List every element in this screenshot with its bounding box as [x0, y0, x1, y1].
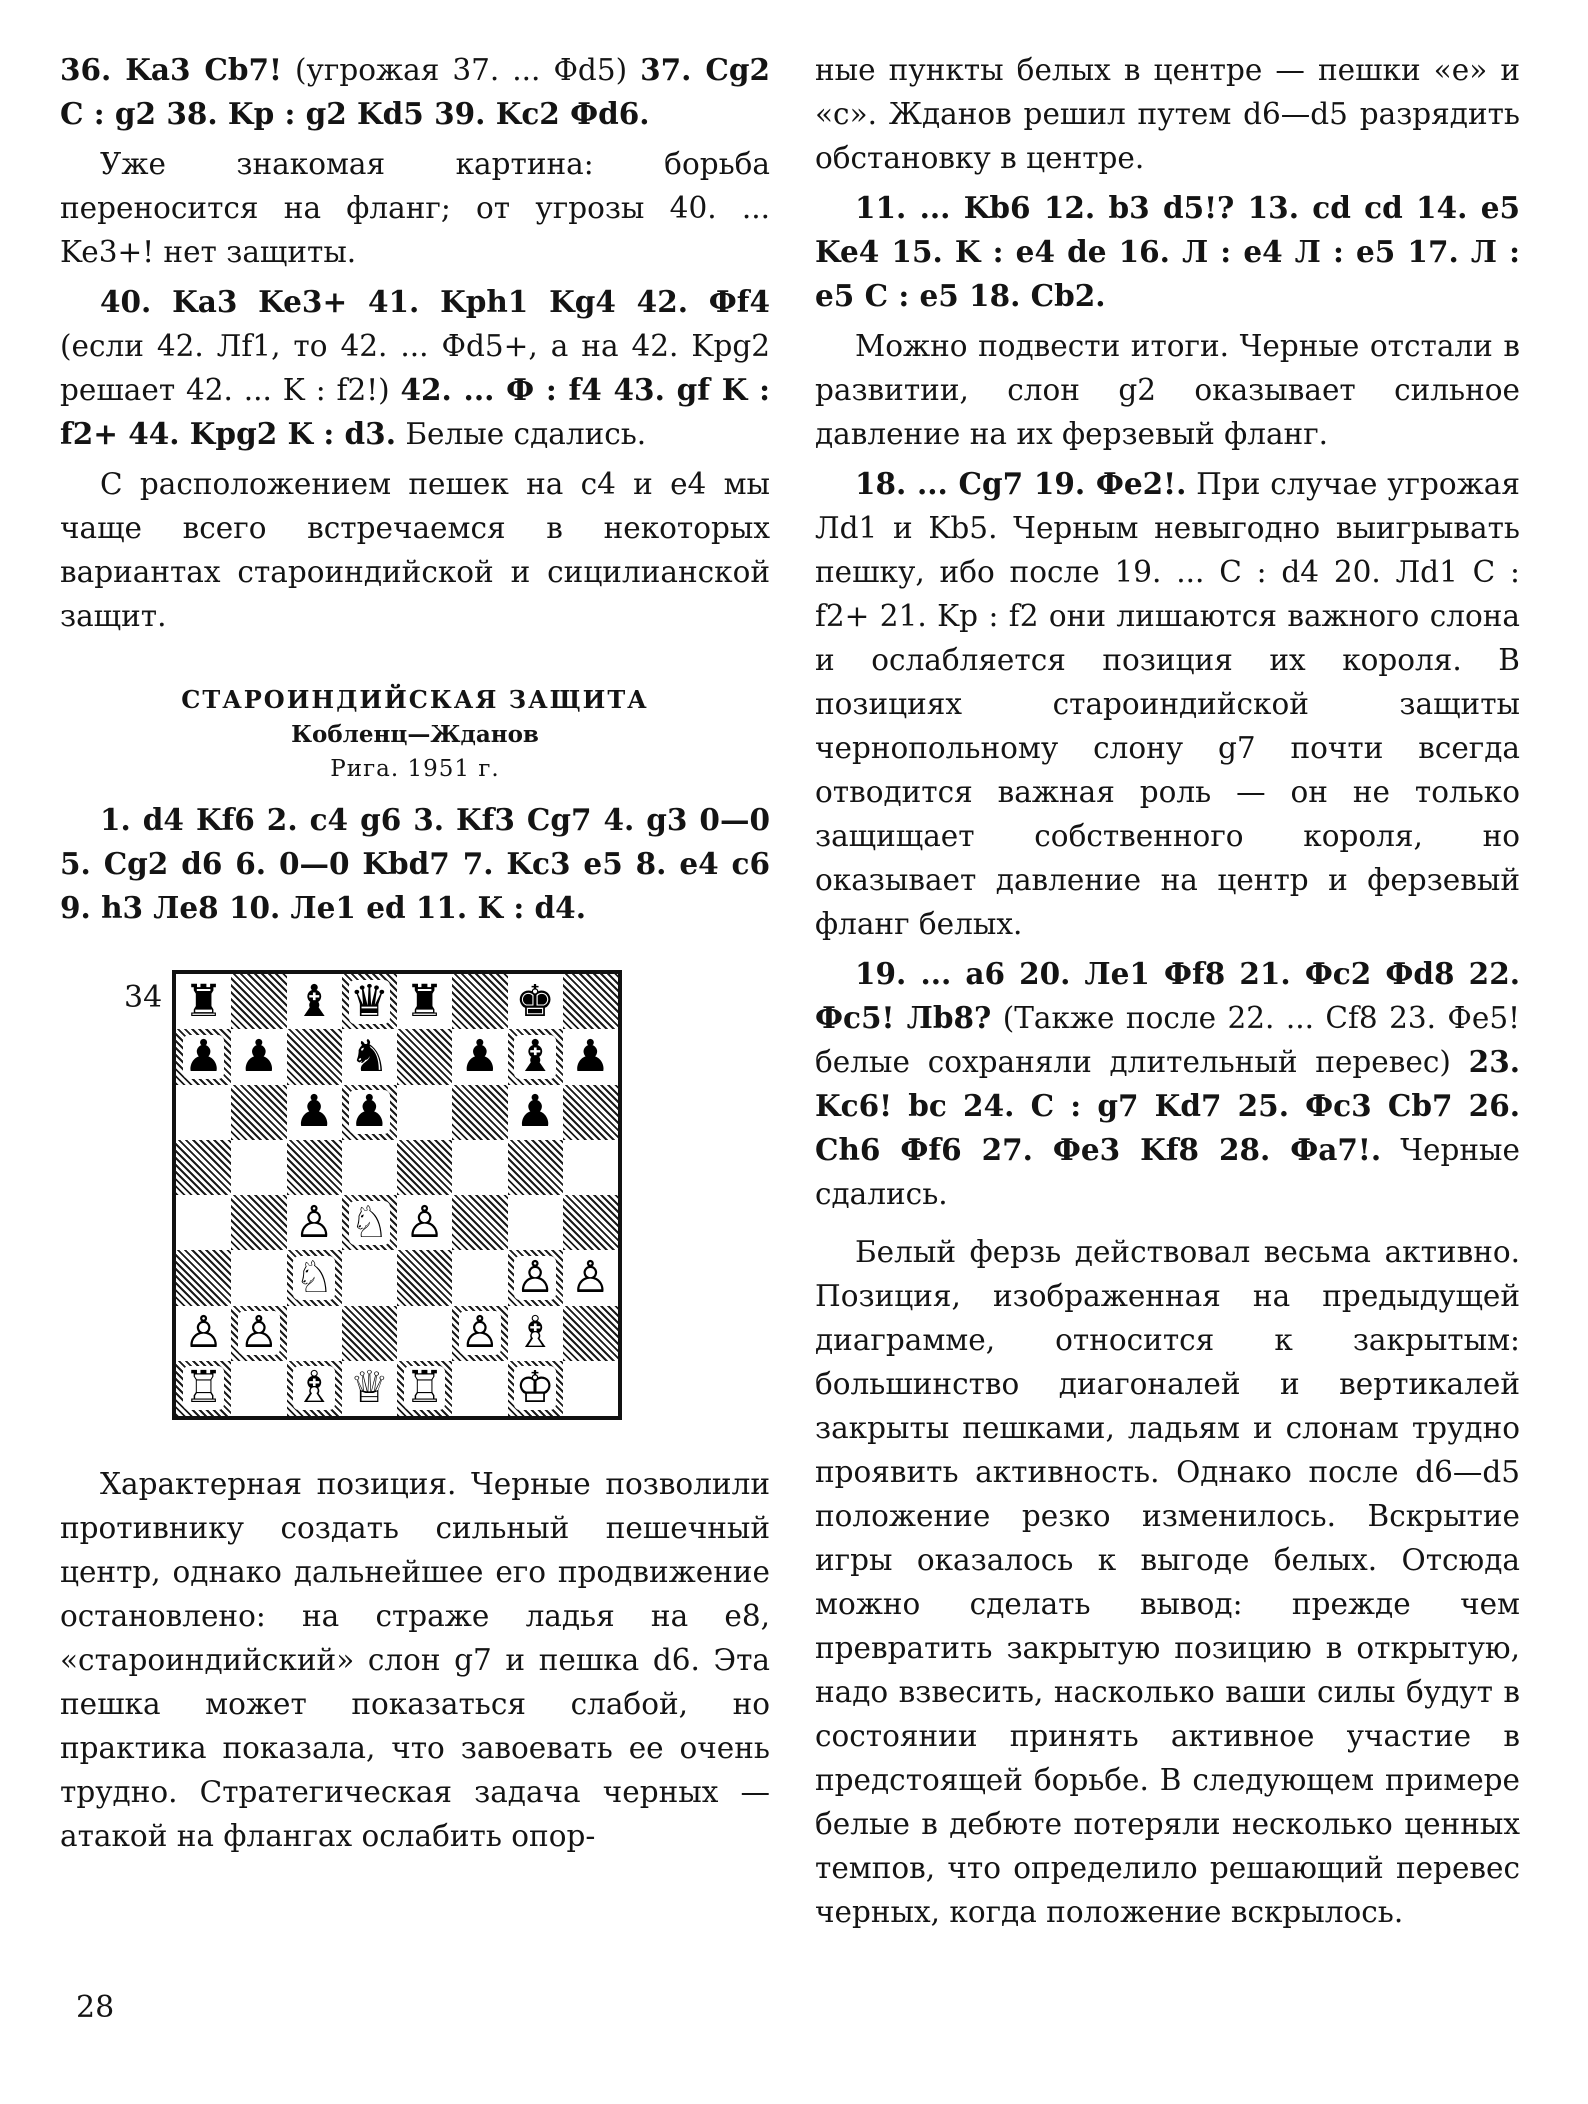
board-square: [176, 974, 231, 1029]
board-square: [397, 1140, 452, 1195]
board-square: [231, 974, 286, 1029]
board-square: [231, 1361, 286, 1416]
board-square: [176, 1306, 231, 1361]
paragraph: Уже знакомая картина: борьба переносится на фланг; от угрозы 40. ... Ke3+! нет защиты.: [60, 147, 770, 269]
board-square: [563, 1085, 618, 1140]
chess-piece: ♘: [349, 1196, 390, 1248]
paragraph: Характерная позиция. Черные позволили противнику создать сильный пешечный центр, однако дальнейшее его продвижение остановлено: на страже ладья на e8, «староиндийский» слон g7 и пешка d6. Эта пешка может показаться слабой, но практика показала, что завоевать ее очень трудно. Стратегическая задача черных — атакой на флангах ослабить опор-: [60, 1467, 770, 1853]
game-moves: 11. ... Kb6 12. b3 d5!? 13. cd cd 14. e5 Ke4 15. K : e4 de 16. Л : e4 Л : e5 17. Л : e5 C : e5 18. Cb2.: [815, 190, 1520, 313]
text-run: При случае угрожая Лd1 и Kb5. Черным невыгодно выигрывать пешку, ибо после 19. ... C : d4 20. Лd1 C : f2+ 21. Kp : f2 они лишаются важного слона и ослабляется позиция их короля. В позициях староиндийской защиты чернопольному слону g7 почти всегда отводится важная роль — он не только защищает собственного короля, но оказывает давление на центр и ферзевый фланг белых.: [815, 467, 1520, 941]
paragraph: Можно подвести итоги. Черные отстали в развитии, слон g2 оказывает сильное давление на их ферзевый фланг.: [815, 329, 1520, 451]
chess-piece: ♟: [183, 1030, 224, 1082]
chess-piece: ♞: [349, 1030, 390, 1082]
board-square: [452, 1250, 507, 1305]
chess-diagram: [60, 970, 770, 1438]
board-square: [397, 1195, 452, 1250]
chess-piece: ♙: [460, 1307, 500, 1359]
text-run: (угрожая 37. ... Фd5): [282, 53, 641, 87]
board-square: [176, 1140, 231, 1195]
text-run: 23. Kc6! bc 24. C : g7 Kd7 25. Фc3 Cb7 26. Ch6 Фf6 27. Фe3 Kf8 28. Фa7!.: [815, 1044, 1520, 1167]
chess-piece: ♟: [515, 1086, 555, 1138]
game-heading: [60, 682, 770, 786]
chess-piece: ♟: [294, 1086, 334, 1138]
chess-piece: ♘: [294, 1251, 334, 1303]
board-square: [287, 1029, 342, 1084]
board-square: [231, 1085, 286, 1140]
chess-piece: ♙: [515, 1251, 555, 1303]
board-square: [342, 1250, 397, 1305]
text-run: 42. ... Ф : f4 43. gf K : f2+ 44. Kpg2 K : d3.: [60, 372, 770, 451]
text-run: (Также после 22. ... Cf8 23. Фe5! белые сохраняли длительный перевес): [815, 1001, 1520, 1079]
board-square: [508, 1029, 563, 1084]
paragraph: Белый ферзь действовал весьма активно. Позиция, изображенная на предыдущей диаграмме, относится к закрытым: большинство диагоналей и вертикалей закрыты пешками, ладьям и слонам трудно проявить активность. Однако после d6—d5 положение резко изменилось. Вскрытие игры оказалось к выгоде белых. Отсюда можно сделать вывод: прежде чем превратить закрытую позицию в открытую, надо взвесить, насколько ваши силы будут в состоянии принять активное участие в предстоящей борьбе. В следующем примере белые в дебюте потеряли несколько ценных темпов, что определило решающий перевес черных, когда положение вскрылось.: [815, 1235, 1520, 1929]
board-square: [563, 1140, 618, 1195]
board-square: [287, 1306, 342, 1361]
board-square: [452, 1306, 507, 1361]
board-square: [563, 1250, 618, 1305]
chess-piece: ♙: [294, 1196, 334, 1248]
board-square: [452, 1195, 507, 1250]
text-run: 18. ... Cg7 19. Фe2!.: [855, 466, 1187, 501]
diagram-number: 34: [124, 980, 163, 1015]
chess-piece: ♙: [570, 1251, 611, 1303]
board-square: [452, 1029, 507, 1084]
board-square: [397, 1250, 452, 1305]
chess-piece: ♜: [183, 975, 224, 1027]
board-square: [231, 1195, 286, 1250]
board-square: [342, 1361, 397, 1416]
board-square: [176, 1361, 231, 1416]
chess-piece: ♜: [404, 975, 445, 1027]
board-square: [508, 1306, 563, 1361]
board-square: [563, 974, 618, 1029]
board-square: [176, 1085, 231, 1140]
board-square: [176, 1250, 231, 1305]
board-square: [452, 1361, 507, 1416]
chess-piece: ♙: [404, 1196, 445, 1248]
text-run: (если 42. Лf1, то 42. ... Фd5+, а на 42. Kpg2 решает 42. ... K : f2!): [60, 329, 770, 407]
chess-piece: ♙: [183, 1307, 224, 1359]
chess-piece: ♙: [239, 1307, 279, 1359]
paragraph: [815, 952, 1520, 1216]
board-square: [452, 974, 507, 1029]
chess-piece: ♖: [404, 1362, 445, 1414]
board-square: [342, 1140, 397, 1195]
board-square: [563, 1306, 618, 1361]
board-square: [342, 974, 397, 1029]
chess-piece: ♗: [515, 1307, 555, 1359]
chess-piece: ♛: [349, 975, 390, 1027]
chess-piece: ♟: [349, 1086, 390, 1138]
board-square: [508, 1085, 563, 1140]
board-square: [397, 1306, 452, 1361]
chess-piece: ♝: [294, 975, 334, 1027]
board-square: [342, 1029, 397, 1084]
board-square: [342, 1306, 397, 1361]
page-number: 28: [76, 1990, 115, 2025]
left-column: [60, 48, 770, 1864]
text-run: Черные сдались.: [815, 1133, 1520, 1211]
board-square: [287, 1140, 342, 1195]
paragraph: ные пункты белых в центре — пешки «e» и «c». Жданов решил путем d6—d5 разрядить обстановку в центре.: [815, 53, 1520, 175]
board-square: [397, 1361, 452, 1416]
board-square: [231, 1140, 286, 1195]
chess-piece: ♟: [570, 1030, 611, 1082]
board-square: [397, 974, 452, 1029]
chess-piece: ♕: [349, 1362, 390, 1414]
chess-board: [172, 970, 622, 1420]
board-square: [563, 1195, 618, 1250]
paragraph: [815, 462, 1520, 946]
paragraph: С расположением пешек на c4 и e4 мы чаще всего встречаемся в некоторых вариантах староиндийской и сицилианской защит.: [60, 467, 770, 633]
section-title: СТАРОИНДИЙСКАЯ ЗАЩИТА: [181, 685, 649, 714]
chess-piece: ♝: [515, 1030, 555, 1082]
text-run: 40. Ka3 Ke3+ 41. Kph1 Kg4 42. Фf4: [100, 284, 770, 319]
board-square: [231, 1250, 286, 1305]
board-square: [508, 1361, 563, 1416]
board-square: [452, 1140, 507, 1195]
board-square: [231, 1306, 286, 1361]
right-column: [815, 48, 1520, 1940]
board-square: [342, 1195, 397, 1250]
board-square: [176, 1195, 231, 1250]
board-square: [287, 974, 342, 1029]
board-square: [508, 1250, 563, 1305]
chess-piece: ♖: [183, 1362, 224, 1414]
game-place: Рига. 1951 г.: [330, 756, 500, 782]
board-square: [287, 1195, 342, 1250]
board-square: [508, 974, 563, 1029]
board-square: [287, 1085, 342, 1140]
board-square: [508, 1195, 563, 1250]
chess-piece: ♚: [515, 975, 555, 1027]
chess-piece: ♟: [239, 1030, 279, 1082]
chess-piece: ♟: [460, 1030, 500, 1082]
board-square: [287, 1250, 342, 1305]
text-run: 37. Cg2 C : g2 38. Kp : g2 Kd5 39. Kc2 Фd6.: [60, 52, 770, 131]
game-players: Кобленц—Жданов: [291, 721, 539, 748]
text-run: Белые сдались.: [395, 417, 647, 451]
paragraph: [60, 48, 770, 136]
chess-piece: ♗: [294, 1362, 334, 1414]
board-square: [508, 1140, 563, 1195]
board-square: [563, 1029, 618, 1084]
board-square: [397, 1085, 452, 1140]
board-square: [176, 1029, 231, 1084]
paragraph: [60, 280, 770, 456]
chess-piece: ♔: [515, 1362, 555, 1414]
board-square: [231, 1029, 286, 1084]
board-square: [563, 1361, 618, 1416]
text-run: 36. Ka3 Cb7!: [60, 52, 283, 87]
board-square: [342, 1085, 397, 1140]
game-moves: 1. d4 Kf6 2. c4 g6 3. Kf3 Cg7 4. g3 0—0 5. Cg2 d6 6. 0—0 Kbd7 7. Kc3 e5 8. e4 c6 9. h3 Лe8 10. Лe1 ed 11. K : d4.: [60, 802, 770, 925]
board-square: [452, 1085, 507, 1140]
board-square: [287, 1361, 342, 1416]
text-run: 19. ... a6 20. Лe1 Фf8 21. Фc2 Фd8 22. Фc5! Лb8?: [815, 956, 1520, 1035]
board-square: [397, 1029, 452, 1084]
